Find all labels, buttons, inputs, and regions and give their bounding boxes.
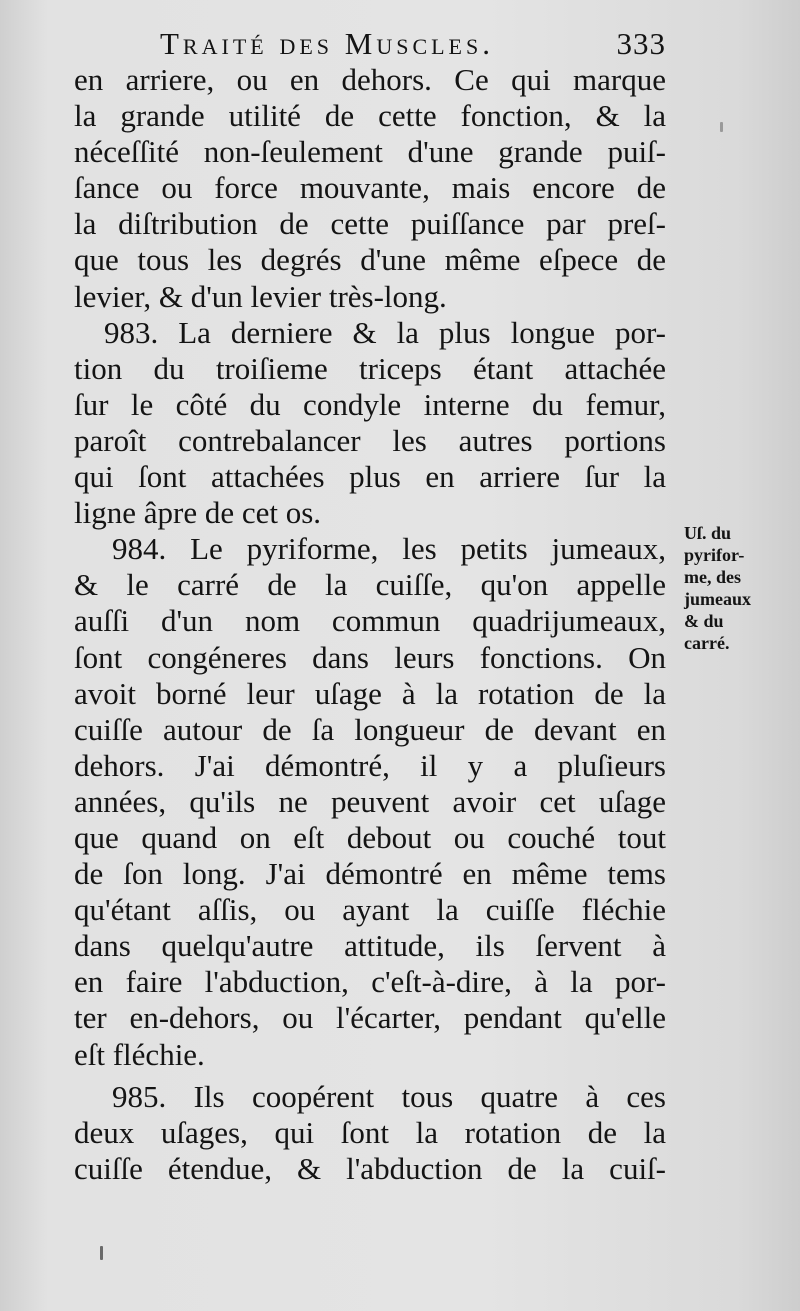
text-line: ſont congéneres dans leurs fonctions. On: [74, 639, 666, 675]
text-line: dehors. J'ai démontré, il y a pluſieurs: [74, 747, 666, 783]
text-line: & le carré de la cuiſſe, qu'on appelle: [74, 567, 666, 603]
text-line: dans quelqu'autre attitude, ils ſervent à: [74, 928, 666, 964]
paragraph-983: [74, 315, 666, 532]
margin-note-line: pyrifor-: [684, 545, 745, 565]
page-number: 333: [616, 26, 666, 61]
margin-note-line: & du: [684, 611, 724, 631]
text-line: eſt fléchie.: [74, 1036, 205, 1072]
text-line: tion du troiſieme triceps étant attachée: [74, 350, 666, 386]
text-line: 985. Ils coopérent tous quatre à ces: [112, 1078, 666, 1114]
text-line: ſance ou force mouvante, mais encore de: [74, 170, 666, 206]
text-line: en faire l'abduction, c'eſt-à-dire, à la por-: [74, 964, 666, 1000]
text-line: 984. Le pyriforme, les petits jumeaux,: [112, 531, 666, 567]
text-line: avoit borné leur uſage à la rotation de la: [74, 675, 666, 711]
text-line: levier, & d'un levier très-long.: [74, 278, 447, 314]
margin-note: [684, 522, 794, 654]
text-line: qui ſont attachées plus en arriere ſur la: [74, 459, 666, 495]
paragraph-984: [74, 531, 666, 1072]
ink-speck: [720, 122, 723, 132]
text-line: qu'étant aſſis, ou ayant la cuiſſe fléchie: [74, 892, 666, 928]
text-line: que tous les degrés d'une même eſpece de: [74, 242, 666, 278]
text-line: cuiſſe étendue, & l'abduction de la cuiſ-: [74, 1150, 666, 1186]
text-line: 983. La derniere & la plus longue por-: [104, 314, 666, 350]
text-line: années, qu'ils ne peuvent avoir cet uſage: [74, 783, 666, 819]
text-line: que quand on eſt debout ou couché tout: [74, 819, 666, 855]
text-line: paroît contrebalancer les autres portions: [74, 422, 666, 458]
text-line: ligne âpre de cet os.: [74, 495, 322, 531]
paragraph: [74, 62, 666, 315]
running-head: Traité des Muscles.: [160, 26, 494, 61]
text-line: en arriere, ou en dehors. Ce qui marque: [74, 62, 666, 97]
text-line: la grande utilité de cette fonction, & la: [74, 98, 666, 134]
body-text: [74, 62, 666, 1187]
page-header: [160, 26, 666, 66]
margin-note-line: carré.: [684, 633, 730, 653]
text-line: néceſſité non-ſeulement d'une grande puiſ-: [74, 134, 666, 170]
margin-note-line: me, des: [684, 567, 741, 587]
text-line: de ſon long. J'ai démontré en même tems: [74, 856, 666, 892]
text-line: ter en-dehors, ou l'écarter, pendant qu'elle: [74, 1000, 666, 1036]
text-line: auſſi d'un nom commun quadrijumeaux,: [74, 603, 666, 639]
ink-speck: [100, 1246, 103, 1260]
text-line: ſur le côté du condyle interne du femur,: [74, 386, 666, 422]
margin-note-line: jumeaux: [684, 589, 751, 609]
margin-note-line: Uſ. du: [684, 523, 732, 543]
text-line: la diſtribution de cette puiſſance par preſ-: [74, 206, 666, 242]
paragraph-985: [74, 1079, 666, 1187]
text-line: deux uſages, qui ſont la rotation de la: [74, 1114, 666, 1150]
text-line: cuiſſe autour de ſa longueur de devant en: [74, 711, 666, 747]
